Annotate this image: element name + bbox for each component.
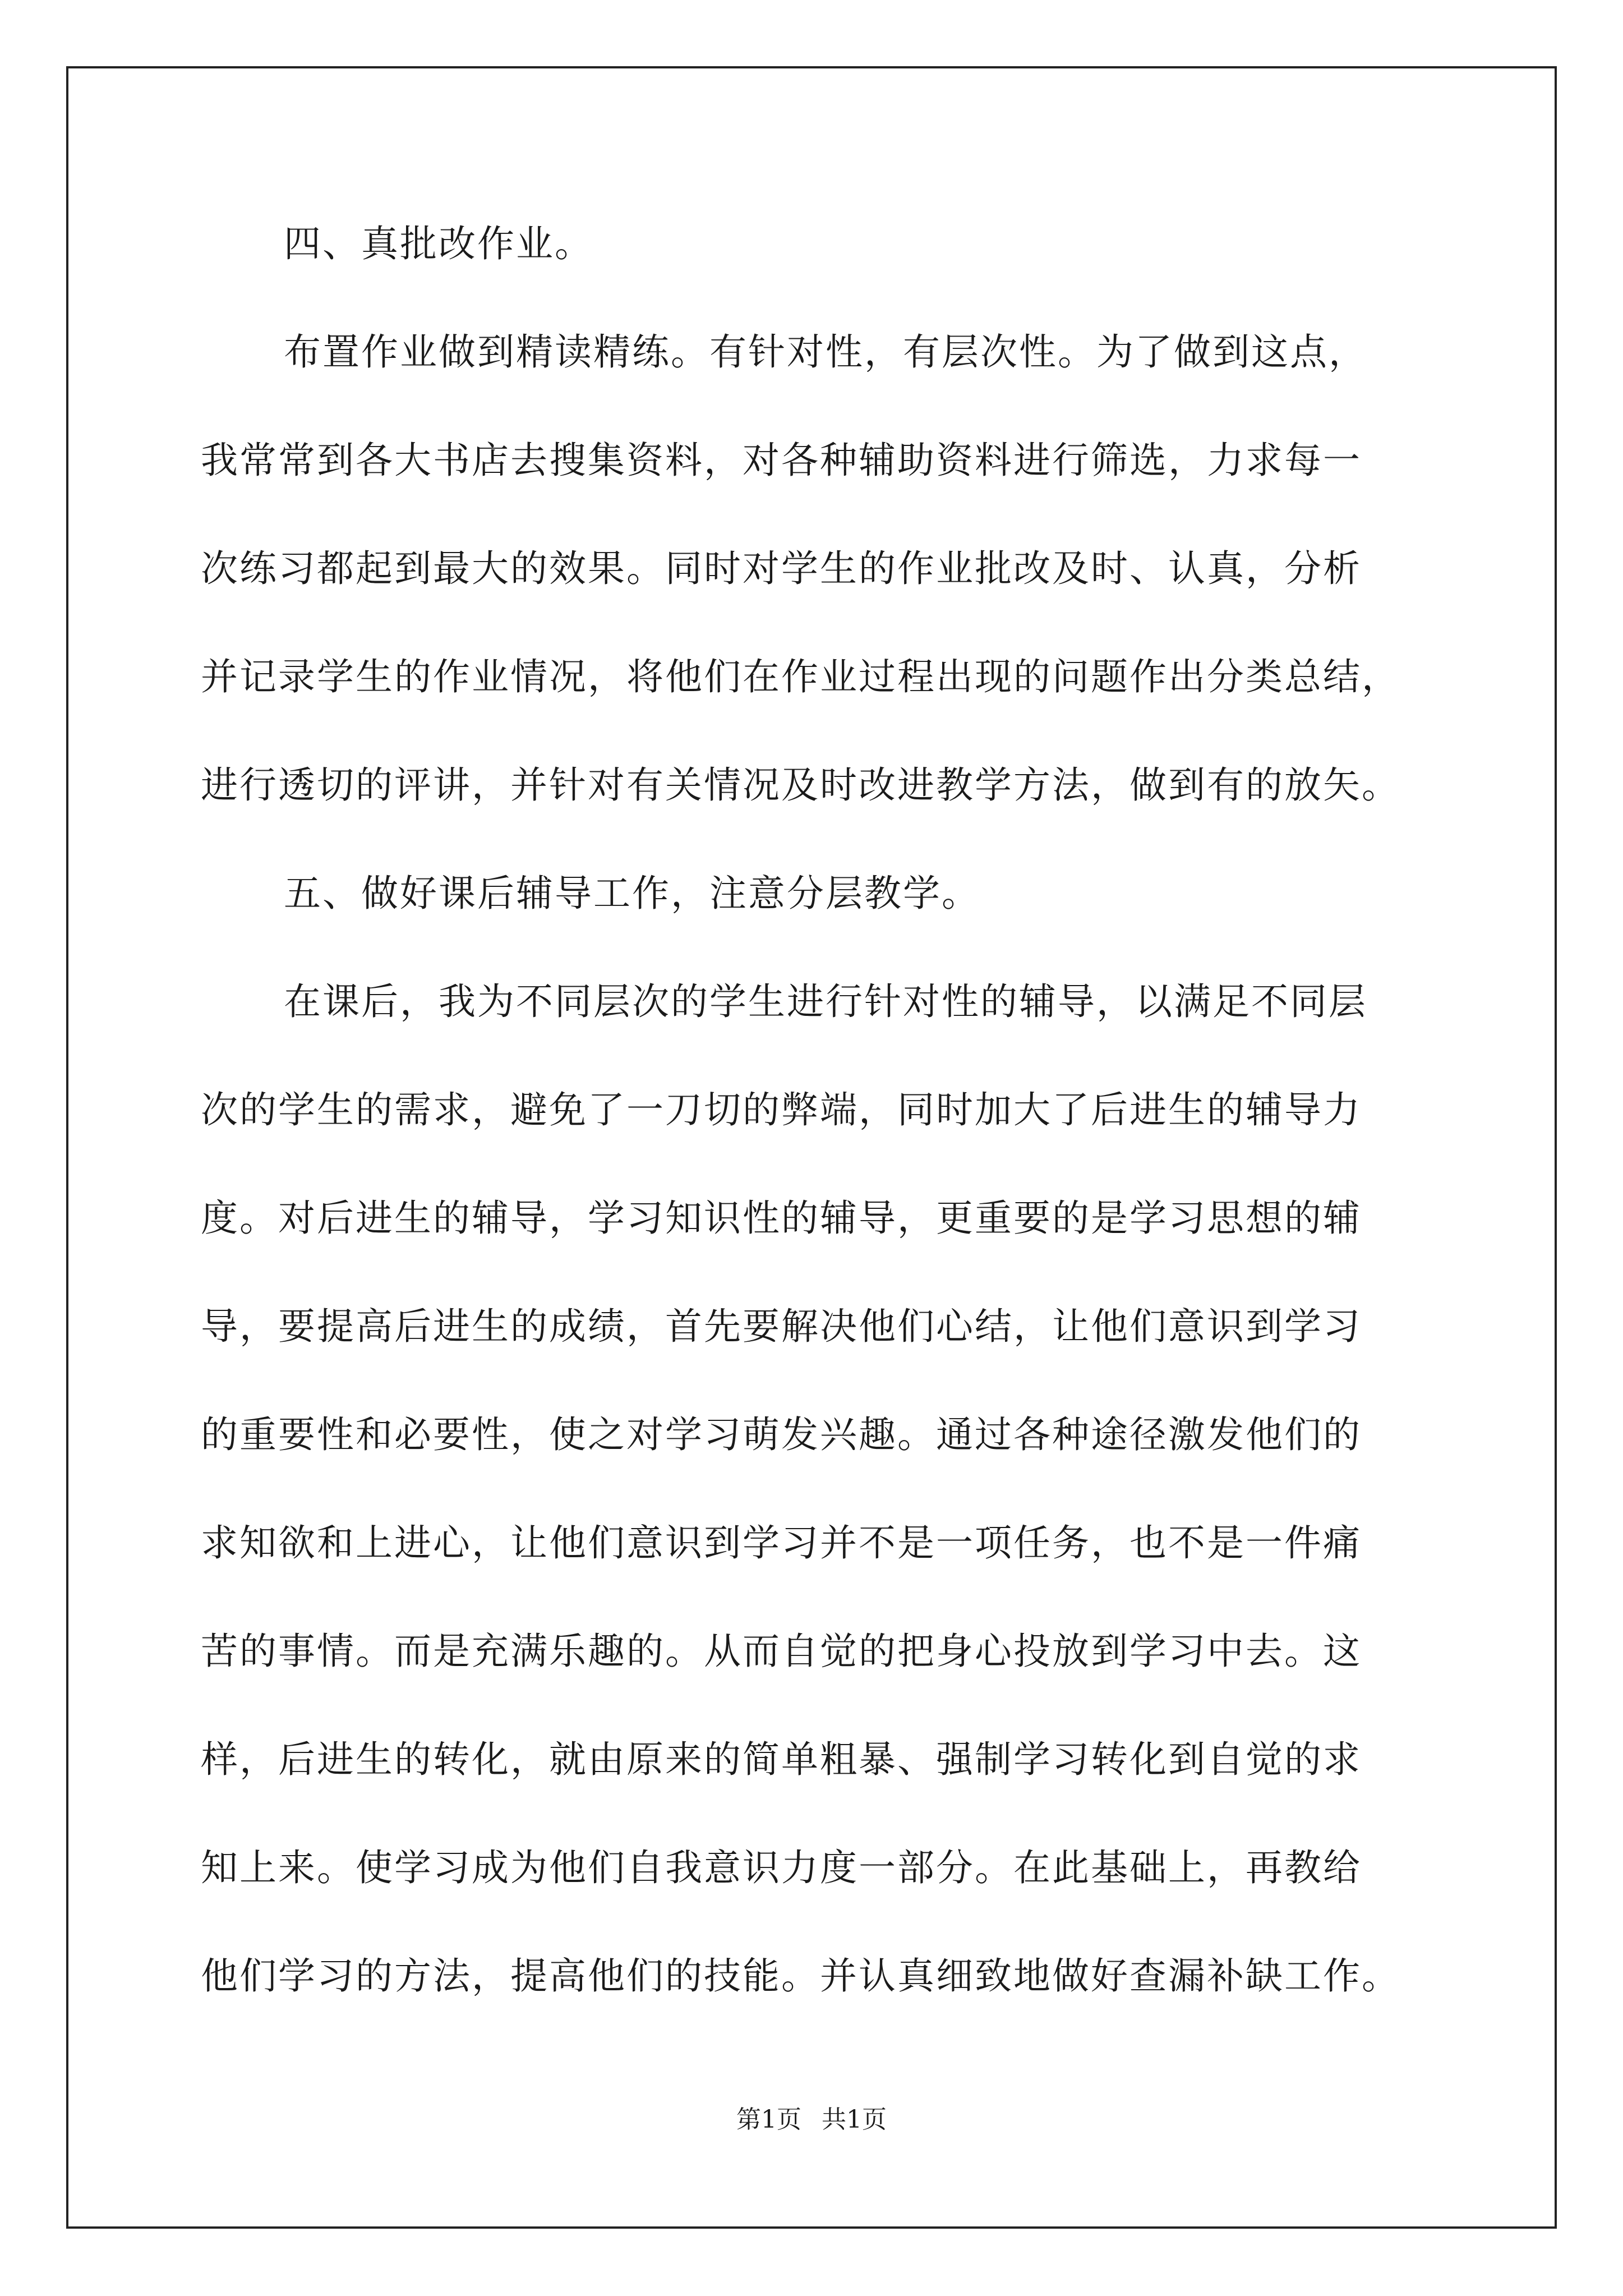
section-heading-5: 五、做好课后辅导工作，注意分层教学。	[284, 872, 980, 915]
paragraph-line: 的重要性和必要性，使之对学习萌发兴趣。通过各种途径激发他们的	[201, 1413, 1362, 1456]
paragraph-line: 进行透切的评讲，并针对有关情况及时改进教学方法，做到有的放矢。	[201, 763, 1400, 807]
paragraph-line: 并记录学生的作业情况，将他们在作业过程出现的问题作出分类总结，	[201, 655, 1400, 698]
paragraph-line: 知上来。使学习成为他们自我意识力度一部分。在此基础上，再教给	[201, 1846, 1362, 1889]
page-total: 共1页	[822, 2105, 887, 2134]
page-border	[66, 66, 1557, 2229]
paragraph-line: 次的学生的需求，避免了一刀切的弊端，同时加大了后进生的辅导力	[201, 1088, 1362, 1131]
paragraph-line: 次练习都起到最大的效果。同时对学生的作业批改及时、认真，分析	[201, 547, 1362, 590]
paragraph-line: 我常常到各大书店去搜集资料，对各种辅助资料进行筛选，力求每一	[201, 439, 1362, 482]
paragraph-line: 他们学习的方法，提高他们的技能。并认真细致地做好查漏补缺工作。	[201, 1954, 1400, 1998]
section-heading-4: 四、真批改作业。	[284, 222, 593, 265]
page-footer	[0, 2105, 1623, 2134]
paragraph-line: 求知欲和上进心，让他们意识到学习并不是一项任务，也不是一件痛	[201, 1521, 1362, 1565]
paragraph-line: 布置作业做到精读精练。有针对性，有层次性。为了做到这点，	[284, 330, 1367, 374]
paragraph-line: 样，后进生的转化，就由原来的简单粗暴、强制学习转化到自觉的求	[201, 1738, 1362, 1781]
paragraph-line: 导，要提高后进生的成绩，首先要解决他们心结，让他们意识到学习	[201, 1305, 1362, 1348]
page-number: 第1页	[736, 2105, 801, 2134]
paragraph-line: 度。对后进生的辅导，学习知识性的辅导，更重要的是学习思想的辅	[201, 1197, 1362, 1240]
paragraph-line: 苦的事情。而是充满乐趣的。从而自觉的把身心投放到学习中去。这	[201, 1630, 1362, 1673]
paragraph-line: 在课后，我为不同层次的学生进行针对性的辅导，以满足不同层	[284, 980, 1367, 1023]
